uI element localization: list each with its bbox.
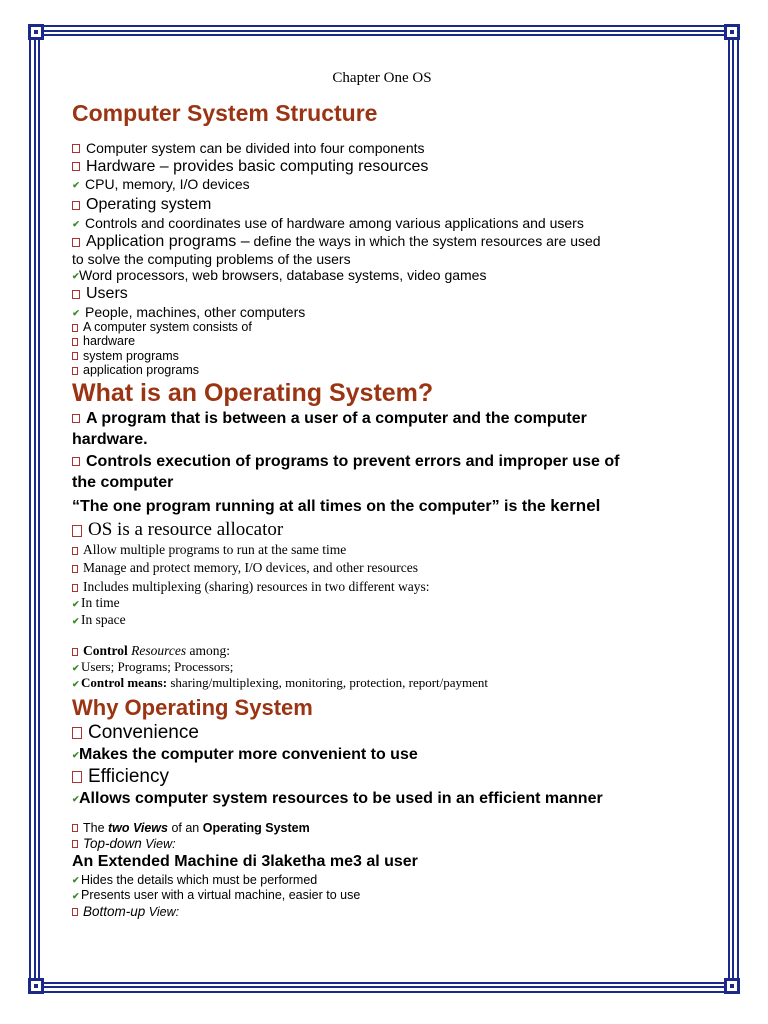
square-bullet-icon (72, 201, 80, 210)
list-item: The two Views of an Operating System (72, 821, 698, 835)
extended-machine-line: An Extended Machine di 3laketha me3 al user (72, 853, 418, 871)
list-item: ✔Presents user with a virtual machine, easier to use (72, 888, 361, 903)
list-item: Allow multiple programs to run at the same time (72, 542, 698, 558)
square-bullet-icon (72, 648, 78, 656)
list-item: Controls execution of programs to prevent errors and improper use of (72, 453, 698, 471)
corner-ornament-icon (724, 978, 740, 994)
square-bullet-icon (72, 162, 80, 171)
list-item: ✔ Controls and coordinates use of hardware among various applications and users (72, 214, 584, 231)
square-bullet-icon (72, 352, 78, 360)
square-bullet-icon (72, 144, 80, 153)
list-item-continuation: hardware. (72, 431, 148, 449)
list-item: ✔Allows computer system resources to be used in an efficient manner (72, 790, 603, 808)
square-bullet-icon (72, 338, 78, 346)
check-bullet-icon: ✔ (72, 890, 80, 901)
list-item: A computer system consists of (72, 320, 698, 334)
list-item: system programs (72, 349, 698, 363)
square-bullet-icon (72, 771, 82, 783)
square-bullet-icon (72, 840, 78, 848)
square-bullet-icon (72, 727, 82, 739)
list-item: Includes multiplexing (sharing) resources in two different ways: (72, 579, 698, 595)
list-item: ✔Makes the computer more convenient to use (72, 745, 418, 763)
square-bullet-icon (72, 547, 78, 555)
list-item: Hardware – provides basic computing resources (72, 158, 698, 176)
list-item: Convenience (72, 722, 698, 744)
list-item: OS is a resource allocator (72, 519, 698, 541)
list-item: ✔Word processors, web browsers, database systems, video games (72, 267, 487, 284)
check-bullet-icon: ✔ (72, 662, 80, 673)
list-item-continuation: the computer (72, 474, 174, 492)
check-bullet-icon: ✔ (72, 615, 80, 626)
corner-ornament-icon (28, 24, 44, 40)
square-bullet-icon (72, 824, 78, 832)
check-bullet-icon: ✔ (72, 180, 80, 191)
document-body (72, 70, 698, 919)
list-item: application programs (72, 363, 698, 377)
list-item: ✔Users; Programs; Processors; (72, 658, 234, 674)
list-item: A program that is between a user of a computer and the computer (72, 410, 698, 428)
list-item: ✔Control means: sharing/multiplexing, monitoring, protection, report/payment (72, 674, 489, 690)
check-bullet-icon: ✔ (72, 749, 80, 760)
check-bullet-icon: ✔ (72, 307, 80, 318)
list-item: Manage and protect memory, I/O devices, and other resources (72, 560, 698, 576)
list-item: ✔ People, machines, other computers (72, 303, 306, 320)
check-bullet-icon: ✔ (72, 599, 80, 610)
section-heading-what-is-os: What is an Operating System? (72, 379, 434, 408)
list-item: hardware (72, 334, 698, 348)
list-item-continuation: to solve the computing problems of the users (72, 251, 351, 268)
check-bullet-icon: ✔ (72, 678, 80, 689)
square-bullet-icon (72, 238, 80, 247)
square-bullet-icon (72, 908, 78, 916)
list-item: ✔In time (72, 595, 120, 611)
square-bullet-icon (72, 525, 82, 537)
square-bullet-icon (72, 457, 80, 466)
list-item: Efficiency (72, 766, 698, 788)
list-item: Application programs – define the ways in which the system resources are used (72, 233, 698, 251)
check-bullet-icon: ✔ (72, 875, 80, 886)
section-heading-structure: Computer System Structure (72, 100, 378, 127)
check-bullet-icon: ✔ (72, 793, 80, 804)
list-item: Bottom-up View: (72, 904, 698, 920)
corner-ornament-icon (28, 978, 44, 994)
square-bullet-icon (72, 290, 80, 299)
list-item: ✔In space (72, 611, 126, 627)
list-item: Top-down View: (72, 836, 698, 852)
check-bullet-icon: ✔ (72, 218, 80, 229)
list-item: ✔Hides the details which must be performed (72, 872, 318, 887)
square-bullet-icon (72, 565, 78, 573)
square-bullet-icon (72, 584, 78, 592)
square-bullet-icon (72, 414, 80, 423)
kernel-quote: “The one program running at all times on the computer” is the kernel (72, 495, 601, 515)
list-item: Computer system can be divided into four components (72, 140, 698, 156)
page-header: Chapter One OS (332, 70, 432, 86)
list-item: Operating system (72, 196, 698, 214)
list-item: Users (72, 285, 698, 303)
section-heading-why-os: Why Operating System (72, 694, 313, 720)
check-bullet-icon: ✔ (72, 271, 80, 282)
square-bullet-icon (72, 324, 78, 332)
square-bullet-icon (72, 367, 78, 375)
list-item: Control Resources among: (72, 643, 698, 659)
corner-ornament-icon (724, 24, 740, 40)
list-item: ✔ CPU, memory, I/O devices (72, 176, 250, 193)
